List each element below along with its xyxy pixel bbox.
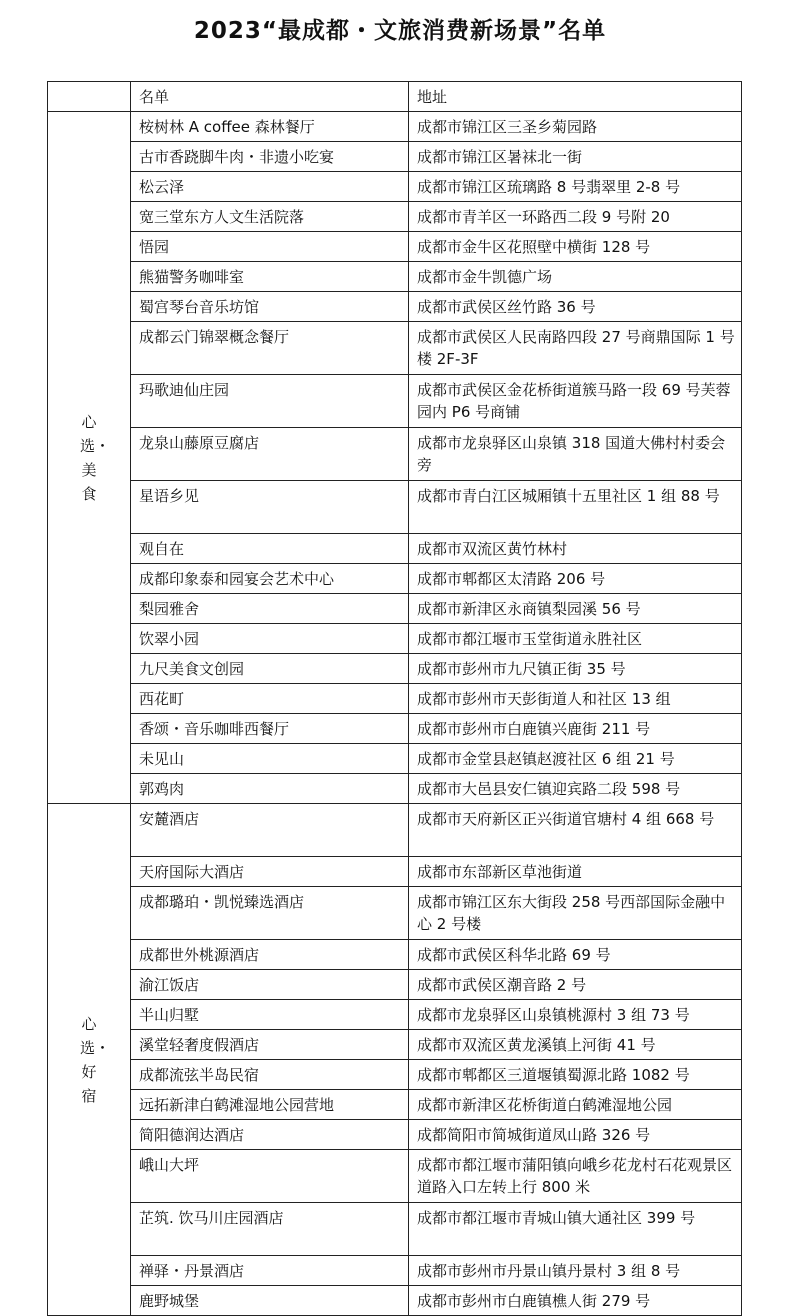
table-row: [48, 564, 742, 594]
table-row: [48, 292, 742, 322]
header-name: 名单: [131, 82, 409, 112]
venue-address: 成都市郫都区三道堰镇蜀源北路 1082 号: [409, 1060, 742, 1090]
table-row: [48, 1150, 742, 1203]
venue-name: 饮翠小园: [131, 624, 409, 654]
page-title: 2023“最成都・文旅消费新场景”名单: [193, 18, 607, 44]
venue-address: 成都市金牛区花照壁中横街 128 号: [409, 232, 742, 262]
table-row: [48, 887, 742, 940]
venue-name: 古市香跷脚牛肉・非遗小吃宴: [131, 142, 409, 172]
venue-address: 成都市新津区花桥街道白鹤滩湿地公园: [409, 1090, 742, 1120]
venue-address: 成都市天府新区正兴街道官塘村 4 组 668 号: [409, 804, 742, 857]
venue-address: 成都市武侯区科华北路 69 号: [409, 940, 742, 970]
venue-address: 成都市彭州市白鹿镇兴鹿街 211 号: [409, 714, 742, 744]
table-row: [48, 481, 742, 534]
venue-address: 成都市武侯区丝竹路 36 号: [409, 292, 742, 322]
venue-name: 简阳德润达酒店: [131, 1120, 409, 1150]
venue-name: 成都璐珀・凯悦臻选酒店: [131, 887, 409, 940]
venue-name: 蜀宫琴台音乐坊馆: [131, 292, 409, 322]
venue-name: 半山归墅: [131, 1000, 409, 1030]
table-row: [48, 1256, 742, 1286]
table-row: [48, 534, 742, 564]
table-row: [48, 1090, 742, 1120]
table-row: [48, 1000, 742, 1030]
venue-name: 宽三堂东方人文生活院落: [131, 202, 409, 232]
venue-name: 成都云门锦翠概念餐厅: [131, 322, 409, 375]
header-address: 地址: [409, 82, 742, 112]
table-row: [48, 202, 742, 232]
venue-address: 成都市武侯区金花桥街道簇马路一段 69 号芙蓉园内 P6 号商铺: [409, 375, 742, 428]
venue-name: 桉树林 A coffee 森林餐厅: [131, 112, 409, 142]
venue-name: 未见山: [131, 744, 409, 774]
table-row: [48, 594, 742, 624]
venue-name: 天府国际大酒店: [131, 857, 409, 887]
table-row: [48, 804, 742, 857]
table-row: [48, 428, 742, 481]
venue-name: 成都流弦半岛民宿: [131, 1060, 409, 1090]
venue-name: 观自在: [131, 534, 409, 564]
venue-name: 西花町: [131, 684, 409, 714]
venue-address: 成都市锦江区琉璃路 8 号翡翠里 2-8 号: [409, 172, 742, 202]
venue-name: 玛歌迪仙庄园: [131, 375, 409, 428]
venue-name: 梨园雅舍: [131, 594, 409, 624]
venue-address: 成都市青羊区一环路西二段 9 号附 20: [409, 202, 742, 232]
venue-address: 成都市锦江区东大街段 258 号西部国际金融中心 2 号楼: [409, 887, 742, 940]
table-row: [48, 774, 742, 804]
category-cell: [48, 112, 131, 804]
venue-address: 成都市双流区黄竹林村: [409, 534, 742, 564]
table-header-row: [48, 82, 742, 112]
table-row: [48, 1203, 742, 1256]
venue-name: 峨山大坪: [131, 1150, 409, 1203]
table-row: [48, 1286, 742, 1316]
venue-name: 远拓新津白鹤滩湿地公园营地: [131, 1090, 409, 1120]
venue-name: 九尺美食文创园: [131, 654, 409, 684]
table-row: [48, 1030, 742, 1060]
venue-name: 星语乡见: [131, 481, 409, 534]
venue-name: 渝江饭店: [131, 970, 409, 1000]
venue-name: 溪堂轻奢度假酒店: [131, 1030, 409, 1060]
venue-address: 成都市郫都区太清路 206 号: [409, 564, 742, 594]
table-row: [48, 654, 742, 684]
venue-name: 龙泉山藤原豆腐店: [131, 428, 409, 481]
venue-address: 成都市锦江区三圣乡菊园路: [409, 112, 742, 142]
table-row: [48, 1120, 742, 1150]
table-row: [48, 714, 742, 744]
venue-name: 熊猫警务咖啡室: [131, 262, 409, 292]
table-row: [48, 744, 742, 774]
table-row: [48, 375, 742, 428]
venue-address: 成都市龙泉驿区山泉镇 318 国道大佛村村委会旁: [409, 428, 742, 481]
venue-address: 成都市彭州市天彭街道人和社区 13 组: [409, 684, 742, 714]
venue-address: 成都简阳市简城街道凤山路 326 号: [409, 1120, 742, 1150]
venue-address: 成都市都江堰市青城山镇大通社区 399 号: [409, 1203, 742, 1256]
venue-address: 成都市彭州市白鹿镇樵人街 279 号: [409, 1286, 742, 1316]
table-row: [48, 684, 742, 714]
venue-address: 成都市金牛凯德广场: [409, 262, 742, 292]
category-label: 心选・美食: [80, 412, 111, 503]
venue-address: 成都市新津区永商镇梨园溪 56 号: [409, 594, 742, 624]
venue-name: 安麓酒店: [131, 804, 409, 857]
venue-name: 鹿野城堡: [131, 1286, 409, 1316]
venue-address: 成都市彭州市丹景山镇丹景村 3 组 8 号: [409, 1256, 742, 1286]
table-row: [48, 232, 742, 262]
table-row: [48, 262, 742, 292]
venue-address: 成都市武侯区人民南路四段 27 号商鼎国际 1 号楼 2F-3F: [409, 322, 742, 375]
venue-address: 成都市大邑县安仁镇迎宾路二段 598 号: [409, 774, 742, 804]
table-row: [48, 172, 742, 202]
table-row: [48, 1060, 742, 1090]
venue-address: 成都市锦江区暑袜北一街: [409, 142, 742, 172]
venue-name: 悟园: [131, 232, 409, 262]
table-row: [48, 970, 742, 1000]
venue-table: [47, 81, 742, 1316]
category-label: 心选・好宿: [80, 1014, 111, 1105]
venue-name: 松云泽: [131, 172, 409, 202]
table-row: [48, 940, 742, 970]
table-row: [48, 857, 742, 887]
venue-address: 成都市青白江区城厢镇十五里社区 1 组 88 号: [409, 481, 742, 534]
venue-address: 成都市东部新区草池街道: [409, 857, 742, 887]
category-cell: [48, 804, 131, 1316]
venue-address: 成都市都江堰市玉堂街道永胜社区: [409, 624, 742, 654]
venue-address: 成都市金堂县赵镇赵渡社区 6 组 21 号: [409, 744, 742, 774]
venue-address: 成都市都江堰市蒲阳镇向峨乡花龙村石花观景区道路入口左转上行 800 米: [409, 1150, 742, 1203]
venue-name: 芷筑. 饮马川庄园酒店: [131, 1203, 409, 1256]
venue-name: 郭鸡肉: [131, 774, 409, 804]
venue-name: 成都世外桃源酒店: [131, 940, 409, 970]
venue-name: 禅驿・丹景酒店: [131, 1256, 409, 1286]
venue-address: 成都市双流区黄龙溪镇上河街 41 号: [409, 1030, 742, 1060]
venue-name: 成都印象泰和园宴会艺术中心: [131, 564, 409, 594]
venue-address: 成都市武侯区潮音路 2 号: [409, 970, 742, 1000]
table-row: [48, 322, 742, 375]
venue-address: 成都市彭州市九尺镇正街 35 号: [409, 654, 742, 684]
table-row: [48, 112, 742, 142]
table-row: [48, 624, 742, 654]
table-row: [48, 142, 742, 172]
venue-name: 香颂・音乐咖啡西餐厅: [131, 714, 409, 744]
header-category: [48, 82, 131, 112]
venue-address: 成都市龙泉驿区山泉镇桃源村 3 组 73 号: [409, 1000, 742, 1030]
